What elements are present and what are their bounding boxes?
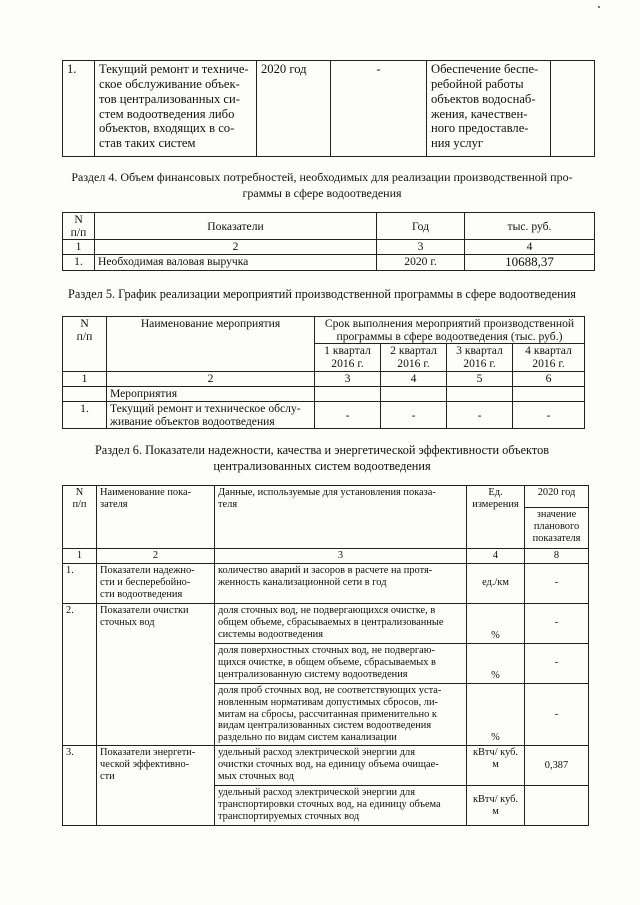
- indicator-name: Показатели надежно- сти и бесперебойно- сти водоотведения: [97, 563, 215, 603]
- indicator-data: удельный расход электрической энергии для очистки сточных вод, на единицу объема очищае- мых сточных вод: [215, 746, 467, 786]
- indicator-value: -: [525, 683, 589, 745]
- table-header-row: [63, 317, 585, 344]
- indicator-unit: %: [467, 603, 525, 643]
- empty-cell: [447, 387, 513, 402]
- index-cell: 2: [97, 549, 215, 564]
- table-row: [63, 746, 589, 786]
- indicator-value: 0,387: [525, 746, 589, 786]
- index-cell: 3: [377, 240, 465, 255]
- header-year: 2020 год: [525, 486, 589, 508]
- section-4-title: Раздел 4. Объем финансовых потребностей, необходимых для реализации производственной про- граммы в сфере водоотведения: [71, 170, 573, 200]
- header-num: N п/п: [63, 317, 107, 372]
- header-amount: тыс. руб.: [465, 213, 595, 240]
- index-cell: 1: [63, 372, 107, 387]
- measure-result: Обеспечение беспе- ребойной работы объектов водоснаб- жения, качествен- ного предоставле- ния услуг: [427, 61, 551, 157]
- table-row: [63, 255, 595, 271]
- index-row: [63, 549, 589, 564]
- quarter-value: -: [513, 402, 585, 429]
- header-year: Год: [377, 213, 465, 240]
- table-header-row: [63, 213, 595, 240]
- measure-name: Текущий ремонт и техниче- ское обслуживание объек- тов централизованных си- стем водоотведения либо объектов, входящих в со- став таких систем: [95, 61, 257, 157]
- measure-year: 2020 год: [257, 61, 331, 157]
- index-cell: 6: [513, 372, 585, 387]
- header-quarter-2: 2 квартал 2016 г.: [381, 344, 447, 372]
- header-unit: Ед. измерения: [467, 486, 525, 549]
- indicator-unit: %: [467, 643, 525, 683]
- header-name: Наименование мероприятия: [107, 317, 315, 372]
- scan-speck: [598, 6, 600, 8]
- index-cell: 4: [467, 549, 525, 564]
- header-quarter-3: 3 квартал 2016 г.: [447, 344, 513, 372]
- header-quarter-4: 4 квартал 2016 г.: [513, 344, 585, 372]
- table-row: [63, 402, 585, 429]
- header-plan-value: значение планового показателя: [525, 508, 589, 549]
- row-number: 1.: [63, 255, 95, 271]
- table-row: [63, 563, 589, 603]
- indicator-name: Необходимая валовая выручка: [95, 255, 377, 271]
- header-quarter-1: 1 квартал 2016 г.: [315, 344, 381, 372]
- indicator-name: Показатели очистки сточных вод: [97, 603, 215, 745]
- empty-cell: [381, 387, 447, 402]
- row-number: 2.: [63, 603, 97, 745]
- row-number: 1.: [63, 402, 107, 429]
- indicator-unit: кВтч/ куб. м: [467, 746, 525, 786]
- group-label: Мероприятия: [107, 387, 315, 402]
- row-number: 3.: [63, 746, 97, 826]
- indicator-unit: %: [467, 683, 525, 745]
- financial-needs-table: [62, 212, 595, 271]
- indicator-data: доля сточных вод, не подвергающихся очистке, в общем объеме, сбрасываемых в централизованные системы водоотведения: [215, 603, 467, 643]
- measure-dash: -: [331, 61, 427, 157]
- index-cell: 5: [447, 372, 513, 387]
- indicator-data: удельный расход электрической энергии для транспортировки сточных вод, на единицу объема транспортируемых сточных вод: [215, 786, 467, 826]
- table-header-row: [63, 486, 589, 508]
- header-data: Данные, используемые для установления показа- теля: [215, 486, 467, 549]
- indicator-value: -: [525, 643, 589, 683]
- empty-cell: [63, 387, 107, 402]
- row-number: 1.: [63, 61, 95, 157]
- group-row: [63, 387, 585, 402]
- indicator-value: -: [525, 603, 589, 643]
- indicator-amount: 10688,37: [465, 255, 595, 271]
- indicator-name: Показатели энергети- ческой эффективно- сти: [97, 746, 215, 826]
- row-number: 1.: [63, 563, 97, 603]
- index-cell: 3: [215, 549, 467, 564]
- quarter-value: -: [315, 402, 381, 429]
- empty-cell: [513, 387, 585, 402]
- index-row: [63, 240, 595, 255]
- header-indicators: Показатели: [95, 213, 377, 240]
- empty-cell: [315, 387, 381, 402]
- table-row: [63, 61, 595, 157]
- index-cell: 2: [95, 240, 377, 255]
- schedule-table: [62, 316, 585, 429]
- indicators-table: [62, 485, 589, 826]
- index-cell: 8: [525, 549, 589, 564]
- measures-continuation-table: [62, 60, 595, 157]
- quarter-value: -: [381, 402, 447, 429]
- index-cell: 1: [63, 240, 95, 255]
- indicator-unit: кВтч/ куб. м: [467, 786, 525, 826]
- quarter-value: -: [447, 402, 513, 429]
- measure-name: Текущий ремонт и техническое обслу- живание объектов водоотведения: [107, 402, 315, 429]
- empty-cell: [551, 61, 595, 157]
- table-row: [63, 603, 589, 643]
- index-cell: 2: [107, 372, 315, 387]
- index-row: [63, 372, 585, 387]
- section-5-title: Раздел 5. График реализации мероприятий производственной программы в сфере водоотведения: [68, 287, 576, 301]
- index-cell: 3: [315, 372, 381, 387]
- indicator-data: количество аварий и засоров в расчете на протя- женность канализационной сети в год: [215, 563, 467, 603]
- indicator-value: -: [525, 563, 589, 603]
- indicator-value: [525, 786, 589, 826]
- index-cell: 4: [465, 240, 595, 255]
- header-period: Срок выполнения мероприятий производственной программы в сфере водоотведения (тыс. руб.): [315, 317, 585, 344]
- index-cell: 4: [381, 372, 447, 387]
- header-num: N п/п: [63, 213, 95, 240]
- indicator-year: 2020 г.: [377, 255, 465, 271]
- section-6-title: Раздел 6. Показатели надежности, качества и энергетической эффективности объектов централизованных систем водоотведения: [94, 443, 550, 473]
- indicator-data: доля проб сточных вод, не соответствующих уста- новленным нормативам допустимых сбросов, ли- митам на сбросы, рассчитанная применительно к видам централизованных систем водоотведения раздельно по видам систем канализации: [215, 683, 467, 745]
- header-name: Наименование пока- зателя: [97, 486, 215, 549]
- header-num: N п/п: [63, 486, 97, 549]
- indicator-unit: ед./км: [467, 563, 525, 603]
- indicator-data: доля поверхностных сточных вод, не подвергаю- щихся очистке, в общем объеме, сбрасываемых в централизованную систему водоотведения: [215, 643, 467, 683]
- index-cell: 1: [63, 549, 97, 564]
